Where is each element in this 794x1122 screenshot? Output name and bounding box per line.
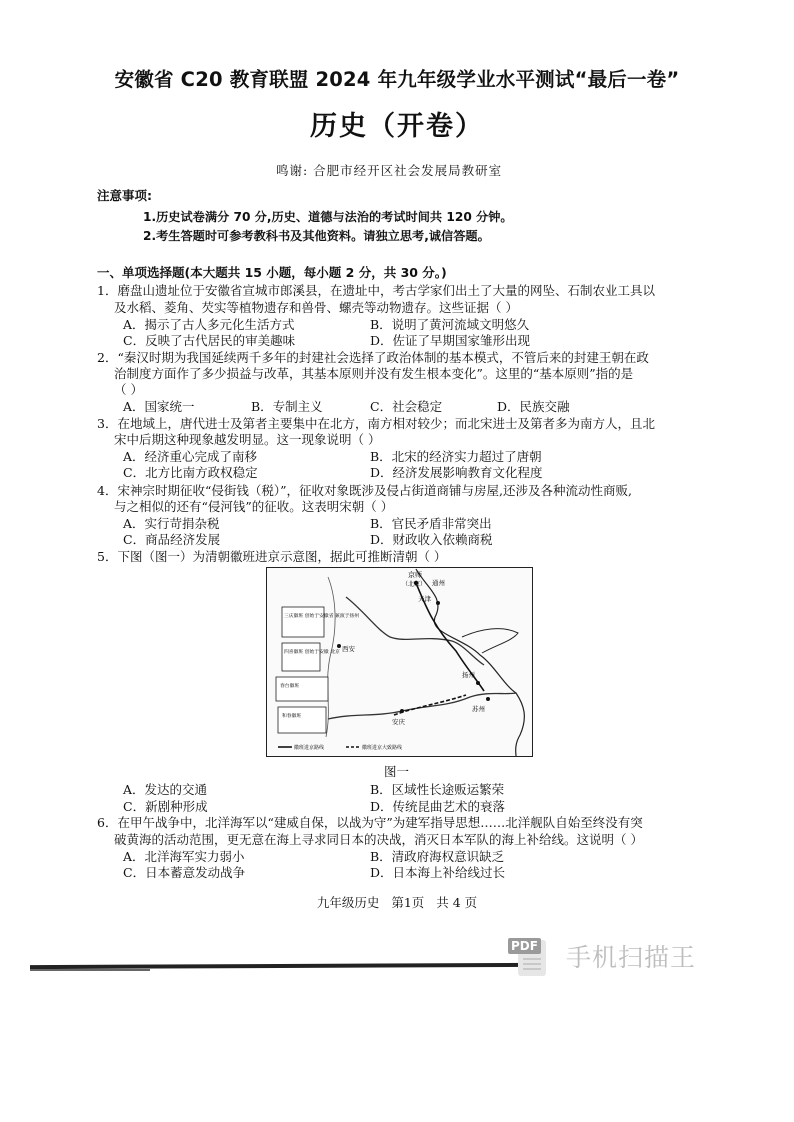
watermark-text: 手机扫描王 [566,943,697,972]
question-1-option-a: A．揭示了古人多元化生活方式 [123,317,295,332]
question-2-option-d: D．民族交融 [497,399,570,414]
huiban-route-map [266,567,533,757]
question-4-option-d: D．财政收入依赖商税 [370,532,493,547]
figure-caption: 图一 [384,764,410,779]
question-6-line-1: 6．在甲午战争中，北洋海军以“建威自保，以战为守”为建军指导思想……北洋舰队自始至终没有突 [97,815,643,830]
question-3-option-b: B．北宋的经济实力超过了唐朝 [370,449,542,464]
question-3-option-c: C．北方比南方政权稳定 [123,465,258,480]
question-4-line-2: 与之相似的还有“侵河钱”的征收。这表明宋朝（ ） [114,499,394,514]
map-label-tongzhou: 通州 [432,579,445,587]
legend-label-1: 徽班进京路线 [294,745,325,751]
question-2-line-2: 治制度方面作了多少损益与改革，其基本原则并没有发生根本变化”。这里的“基本原则”指的是 [114,366,634,381]
exam-title: 安徽省 C20 教育联盟 2024 年九年级学业水平测试“最后一卷” [114,68,680,91]
yangzhou-marker [476,681,480,685]
map-box-sanqing [282,607,324,637]
footer-total: 共 4 页 [436,895,478,910]
question-6-line-2: 破黄海的活动范围，更无意在海上寻求同日本的决战，消灭日本军队的海上补给线。这说明（ ） [114,832,643,847]
question-1-option-b: B．说明了黄河流域文明悠久 [370,317,530,332]
question-1-line-1: 1．磨盘山遗址位于安徽省宣城市郎溪县，在遗址中，考古学家们出土了大量的网坠、石制农业工具以 [97,283,655,298]
map-box-sixi-text: 四喜徽班 创始于安徽 北京 [284,650,340,655]
question-1-option-d: D．佐证了早期国家雏形出现 [370,333,531,348]
question-2-option-a: A．国家统一 [123,399,195,414]
map-label-suzhou: 苏州 [472,705,485,713]
map-box-chuntai-text: 春台徽班 [280,684,300,689]
legend-label-2: 徽班进京大致路线 [362,745,403,751]
page-footer [0,893,794,911]
question-2-option-b: B．专制主义 [251,399,323,414]
map-label-yangzhou: 扬州 [462,671,475,679]
question-5-option-c: C．新剧种形成 [123,799,208,814]
map-label-jingshi: 京师 [408,571,422,579]
question-6-option-b: B．清政府海权意识缺乏 [370,849,505,864]
pdf-badge: PDF [508,938,541,954]
pdf-document-icon [508,934,552,978]
map-box-sanqing-text: 三庆徽班 创始于安徽省 兼演于扬州 [284,614,360,619]
question-2-line-1: 2．“秦汉时期为我国延续两千多年的封建社会选择了政治体制的基本模式，不管后来的封建王朝在政 [97,350,649,365]
question-3-option-d: D．经济发展影响教育文化程度 [370,465,543,480]
map-label-anqing: 安庆 [392,718,405,726]
question-1-line-2: 及水稻、菱角、芡实等植物遗存和兽骨、螺壳等动物遗存。这些证据（ ） [114,300,518,315]
question-5-option-a: A．发达的交通 [123,782,208,797]
question-2-line-3: （ ） [114,382,143,397]
question-6-option-d: D．日本海上补给线过长 [370,865,506,880]
footer-page: 第1页 [391,895,425,910]
question-5-line-1: 5．下图（图一）为清朝徽班进京示意图，据此可推断清朝（ ） [97,549,447,564]
map-box-chuntai [276,677,328,701]
question-5-option-d: D．传统昆曲艺术的衰落 [370,799,506,814]
tianjin-marker [436,601,440,605]
question-3-option-a: A．经济重心完成了南移 [123,449,258,464]
section-heading: 一、单项选择题(本大题共 15 小题，每小题 2 分，共 30 分。) [97,265,447,280]
map-box-hechun-text: 和春徽班 [282,714,302,719]
anqing-marker [400,709,404,713]
map-label-tianjin: 天津 [418,595,431,603]
question-6-option-a: A．北洋海军实力弱小 [123,849,245,864]
question-1-option-c: C．反映了古代居民的审美趣味 [123,333,296,348]
question-4-option-a: A．实行苛捐杂税 [123,516,220,531]
question-4-line-1: 4．宋神宗时期征收“侵街钱（税）”，征收对象既涉及侵占街道商铺与房屋,还涉及各种流动性商贩, [97,483,632,498]
scanner-watermark [508,934,696,978]
question-2-option-c: C．社会稳定 [370,399,443,414]
scan-edge-line-shadow [30,969,150,971]
map-box-sixi [282,643,320,671]
notice-item-2: 2.考生答题时可参考教科书及其他资料。请独立思考,诚信答题。 [143,229,490,243]
question-3-line-1: 3．在地域上，唐代进士及第者主要集中在北方，南方相对较少；而北宋进士及第者多为南方人，且北 [97,416,655,431]
map-label-xian: 西安 [342,645,355,653]
question-5-option-b: B．区域性长途贩运繁荣 [370,782,505,797]
question-6-option-c: C．日本蓄意发动战争 [123,865,246,880]
acknowledgement: 鸣谢: 合肥市经开区社会发展局教研室 [276,163,503,178]
suzhou-marker [486,697,490,701]
notice-heading: 注意事项: [97,188,152,203]
question-3-line-2: 宋中后期这种现象越发明显。这一现象说明（ ） [114,432,381,447]
footer-subject: 九年级历史 [316,895,380,910]
map-label-beijing: （北京） [402,581,427,588]
notice-item-1: 1.历史试卷满分 70 分,历史、道德与法治的考试时间共 120 分钟。 [143,210,513,224]
question-4-option-c: C．商品经济发展 [123,532,221,547]
question-4-option-b: B．官民矛盾非常突出 [370,516,492,531]
xian-marker [337,644,341,648]
subject-title: 历史（开卷） [310,111,484,142]
map-box-hechun [278,707,326,733]
